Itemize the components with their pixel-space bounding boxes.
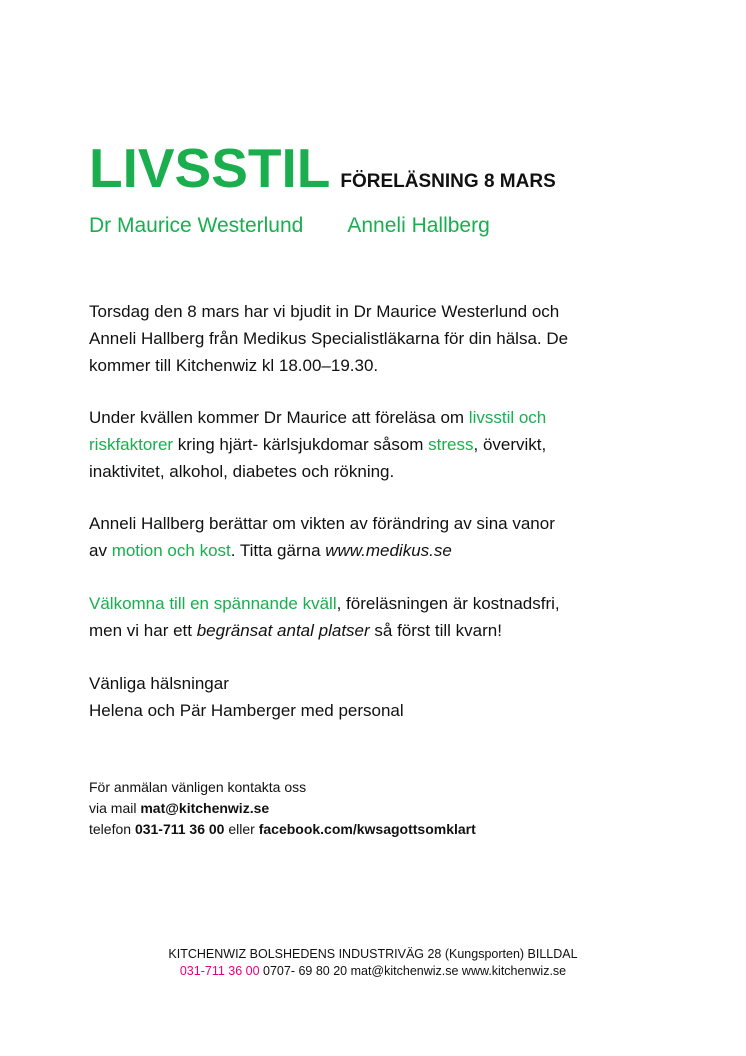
- speakers: [89, 214, 490, 238]
- paragraph-intro: [89, 298, 669, 379]
- text-line: Anneli Hallberg från Medikus Specialistläkarna för din hälsa. De: [89, 329, 569, 348]
- greeting: Vänliga hälsningar: [89, 674, 229, 693]
- paragraph-greeting: [89, 670, 669, 724]
- italic-limited: begränsat antal platser: [196, 621, 370, 640]
- highlight-stress: stress: [428, 435, 474, 454]
- text-segment: kring hjärt- kärlsjukdomar såsom: [173, 435, 429, 454]
- text-segment: av: [89, 541, 112, 560]
- footer-address: KITCHENWIZ BOLSHEDENS INDUSTRIVÄG 28 (Kungsporten) BILLDAL: [168, 947, 578, 961]
- phone-number[interactable]: 031-711 36 00: [134, 821, 225, 837]
- page-title: LIVSSTIL: [89, 137, 331, 199]
- footer-phone: 031-711 36 00: [179, 964, 260, 978]
- footer-contacts: 0707- 69 80 20 mat@kitchenwiz.se www.kitchenwiz.se: [259, 964, 567, 978]
- paragraph-anneli: [89, 510, 669, 564]
- facebook-link[interactable]: facebook.com/kwsagottsomklart: [258, 821, 476, 837]
- text-line: Torsdag den 8 mars har vi bjudit in Dr Maurice Westerlund och: [89, 302, 560, 321]
- contact-label: via mail: [89, 800, 141, 816]
- contact-label: eller: [224, 821, 259, 837]
- signature: Helena och Pär Hamberger med personal: [89, 701, 404, 720]
- text-line: kommer till Kitchenwiz kl 18.00–19.30.: [89, 356, 379, 375]
- paragraph-topics: [89, 404, 669, 485]
- medikus-link[interactable]: www.medikus.se: [325, 541, 452, 560]
- text-segment: , övervikt,: [473, 435, 547, 454]
- speaker-name-2: Anneli Hallberg: [347, 214, 490, 237]
- highlight-motion: motion och kost: [111, 541, 231, 560]
- highlight-welcome: Välkomna till en spännande kväll: [89, 594, 337, 613]
- speaker-name-1: Dr Maurice Westerlund: [89, 214, 304, 237]
- text-line: inaktivitet, alkohol, diabetes och rökning.: [89, 462, 395, 481]
- text-segment: , föreläsningen är kostnadsfri,: [336, 594, 560, 613]
- text-segment: Under kvällen kommer Dr Maurice att föreläsa om: [89, 408, 469, 427]
- text-segment: men vi har ett: [89, 621, 197, 640]
- contact-label: telefon: [89, 821, 135, 837]
- email-link[interactable]: mat@kitchenwiz.se: [140, 800, 270, 816]
- text-line: Anneli Hallberg berättar om vikten av förändring av sina vanor: [89, 514, 555, 533]
- text-segment: . Titta gärna: [230, 541, 326, 560]
- contact-line: För anmälan vänligen kontakta oss: [89, 779, 307, 795]
- contact-info: [89, 777, 476, 840]
- highlight-riskfaktorer: riskfaktorer: [89, 435, 174, 454]
- page-subtitle: FÖRELÄSNING 8 MARS: [340, 171, 556, 192]
- text-segment: så först till kvarn!: [369, 621, 502, 640]
- footer: [0, 946, 746, 980]
- title-row: [89, 136, 556, 200]
- highlight-livsstil: livsstil och: [468, 408, 547, 427]
- paragraph-welcome: [89, 590, 669, 644]
